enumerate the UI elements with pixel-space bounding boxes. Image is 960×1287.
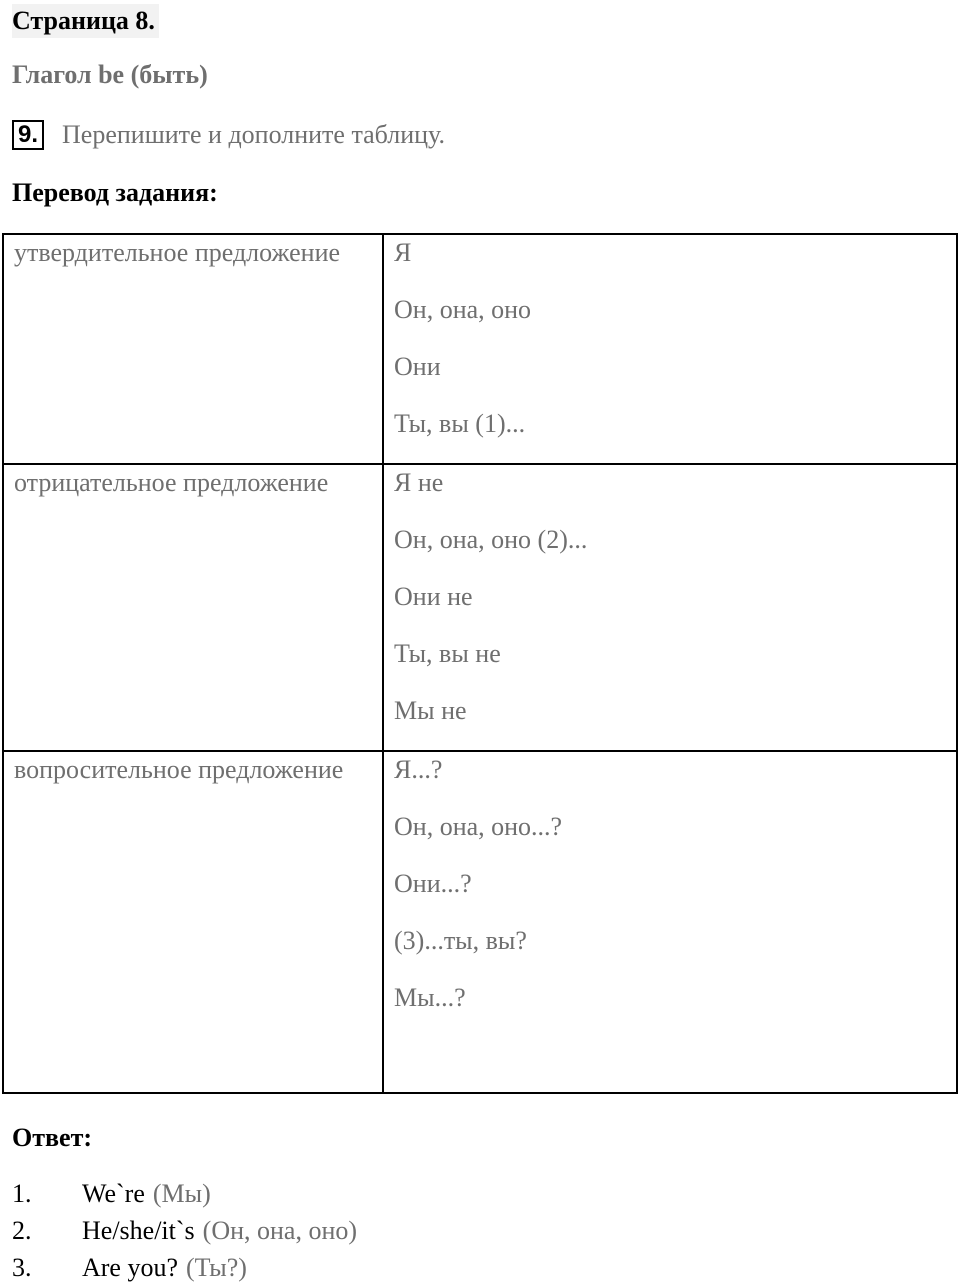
table-cell-line: Ты, вы (1)... bbox=[394, 409, 526, 438]
table-row-negative bbox=[3, 464, 957, 751]
answer-list bbox=[12, 1176, 357, 1287]
answer-number: 2. bbox=[12, 1216, 32, 1245]
exercise-instruction: Перепишите и дополните таблицу. bbox=[62, 120, 445, 149]
table-cell-line: Он, она, оно bbox=[394, 295, 532, 324]
table-cell-line: Ты, вы не bbox=[394, 639, 501, 668]
answer-translation: (Он, она, оно) bbox=[202, 1216, 358, 1245]
table-cell-line: Я не bbox=[394, 468, 444, 497]
answer-english: He/she/it`s bbox=[82, 1216, 195, 1245]
answer-english: Are you? bbox=[82, 1253, 179, 1282]
table-cell-line: Он, она, оно (2)... bbox=[394, 525, 588, 554]
table-cell-line: (3)...ты, вы? bbox=[394, 926, 527, 955]
row-label bbox=[3, 751, 383, 1093]
section-heading: Глагол be (быть) bbox=[12, 60, 208, 89]
answer-heading: Ответ: bbox=[12, 1123, 93, 1152]
answer-english: We`re bbox=[82, 1179, 145, 1208]
table-cell-line: Они не bbox=[394, 582, 473, 611]
row-content bbox=[383, 234, 957, 464]
table-cell-line: Они bbox=[394, 352, 441, 381]
answer-translation: (Мы) bbox=[152, 1179, 211, 1208]
table-cell-line: Мы...? bbox=[394, 983, 466, 1012]
answer-number: 1. bbox=[12, 1179, 32, 1208]
table-cell-line: Он, она, оно...? bbox=[394, 812, 563, 841]
row-label bbox=[3, 234, 383, 464]
row-label-text: отрицательное предложение bbox=[14, 468, 329, 497]
page-heading: Страница 8. bbox=[12, 4, 159, 38]
answer-number: 3. bbox=[12, 1253, 32, 1282]
exercise-row bbox=[12, 118, 445, 152]
translation-heading: Перевод задания: bbox=[12, 178, 218, 207]
row-label-text: вопросительное предложение bbox=[14, 755, 344, 784]
table-cell-line: Они...? bbox=[394, 869, 472, 898]
table-row-affirmative bbox=[3, 234, 957, 464]
answer-item bbox=[12, 1213, 357, 1250]
answer-item bbox=[12, 1176, 357, 1213]
answer-translation: (Ты?) bbox=[186, 1253, 247, 1282]
answer-item bbox=[12, 1250, 357, 1287]
task-table bbox=[2, 233, 958, 1094]
table-cell-line: Я bbox=[394, 238, 412, 267]
row-label-text: утвердительное предложение bbox=[14, 238, 341, 267]
table-cell-line: Я...? bbox=[394, 755, 443, 784]
table-cell-line: Мы не bbox=[394, 696, 467, 725]
row-label bbox=[3, 464, 383, 751]
row-content bbox=[383, 464, 957, 751]
row-content bbox=[383, 751, 957, 1093]
exercise-number-badge: 9. bbox=[12, 120, 44, 150]
table-row-interrogative bbox=[3, 751, 957, 1093]
